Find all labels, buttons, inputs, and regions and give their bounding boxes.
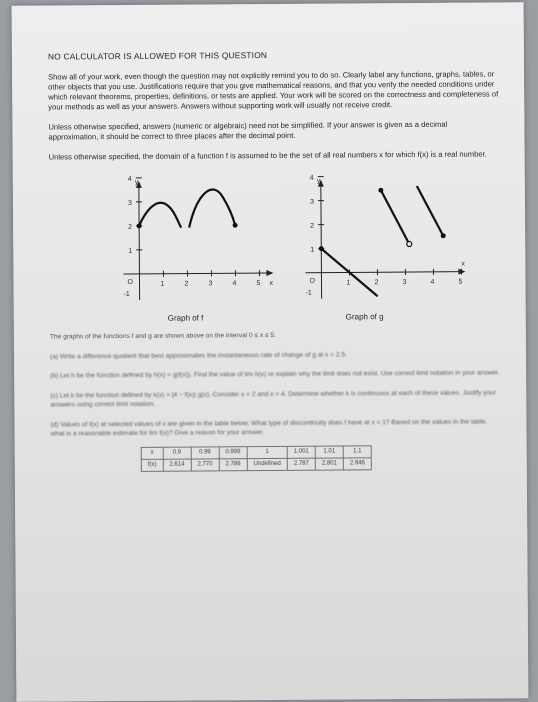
table-cell: 2.770 bbox=[191, 459, 219, 471]
table-cell: 2.786 bbox=[219, 459, 247, 471]
table-row bbox=[141, 458, 371, 472]
f-x-tick-4: 4 bbox=[232, 280, 236, 287]
graph-f-caption: Graph of f bbox=[168, 314, 204, 325]
g-x-label: x bbox=[461, 261, 465, 268]
table-cell: 1.001 bbox=[287, 446, 315, 458]
g-y-label: y bbox=[317, 178, 321, 185]
f-origin-label: O bbox=[127, 279, 133, 286]
table-header-x: x bbox=[141, 447, 163, 459]
part-a: (a) Write a difference quotient that best approximates the instantaneous rate of change of g at x = 2.5. bbox=[50, 349, 500, 362]
worksheet-content bbox=[48, 48, 501, 472]
no-calculator-heading: NO CALCULATOR IS ALLOWED FOR THIS QUESTION bbox=[48, 48, 498, 62]
table-cell: 2.787 bbox=[287, 458, 315, 470]
g-start-point bbox=[319, 246, 324, 251]
part-c: (c) Let k be the function defined by k(x) = |4 − f(x)| g(x). Consider x = 2 and x = 4. Determine whether k is continuous at each of these values. Justify your answers using correct limit notation. bbox=[50, 388, 500, 410]
f-x-axis bbox=[123, 273, 269, 274]
table-cell: 2.614 bbox=[163, 459, 191, 471]
part-b: (b) Let h be the function defined by h(x) = g(f(x)). Find the value of lim h(x) or explain why the limit does not exist. Use correct limit notation in your answer. bbox=[50, 369, 500, 382]
table-header-fx: f(x) bbox=[141, 459, 163, 471]
graphs-intro: The graphs of the functions f and g are shown above on the interval 0 ≤ x ≤ 5. bbox=[50, 330, 500, 343]
table-cell: 0.999 bbox=[219, 447, 247, 459]
instructions-answers-paragraph: Unless otherwise specified, answers (numeric or algebraic) need not be simplified. If your answer is given as a decimal approximation, it should be correct to three places after the decimal point. bbox=[48, 120, 498, 143]
g-middle-start-point bbox=[378, 188, 383, 193]
f-y-axis bbox=[139, 186, 140, 300]
table-cell: 1.1 bbox=[343, 446, 371, 458]
f-y-tick-4: 4 bbox=[128, 176, 132, 183]
f-ticks bbox=[136, 177, 260, 277]
f-curve-right bbox=[189, 190, 235, 228]
g-segment-middle bbox=[381, 190, 409, 244]
values-table bbox=[141, 445, 372, 472]
g-neg-y-tick: -1 bbox=[306, 290, 312, 297]
f-x-label: x bbox=[269, 280, 273, 287]
graphs-area bbox=[49, 170, 500, 323]
f-start-point bbox=[137, 224, 142, 229]
g-y-tick-4: 4 bbox=[310, 175, 314, 182]
f-x-axis-arrow-icon bbox=[266, 270, 273, 276]
f-neg-y-tick: -1 bbox=[124, 291, 130, 298]
table-cell: 1 bbox=[247, 446, 287, 458]
graph-of-g bbox=[301, 170, 472, 311]
f-curve-left bbox=[139, 203, 181, 228]
table-cell: Undefined bbox=[247, 458, 287, 470]
graph-g-caption: Graph of g bbox=[346, 312, 384, 323]
g-x-tick-4: 4 bbox=[430, 279, 434, 286]
f-y-label: y bbox=[135, 179, 139, 186]
g-x-tick-2: 2 bbox=[374, 279, 378, 286]
g-ticks bbox=[318, 176, 462, 276]
g-segment-right bbox=[417, 186, 443, 236]
g-y-tick-3: 3 bbox=[310, 199, 314, 206]
g-x-tick-3: 3 bbox=[402, 279, 406, 286]
g-y-tick-1: 1 bbox=[310, 247, 314, 254]
instructions-work-paragraph: Show all of your work, even though the question may not explicitly remind you to do so. Clearly label any functions, graphs, tables, or other objects that you use. Justifications require that you give mathematical reasons, and that you verify the needed conditions under which relevant theorems, properties, definitions, or tests are applied. Your work will be scored on the correctness and completeness of your methods as well as your answers. Answers without supporting work will usually not receive credit. bbox=[48, 69, 498, 112]
f-y-tick-3: 3 bbox=[128, 200, 132, 207]
table-cell: 2.946 bbox=[343, 458, 371, 470]
f-y-tick-2: 2 bbox=[128, 224, 132, 231]
g-open-point bbox=[407, 242, 412, 247]
g-x-axis bbox=[305, 272, 461, 273]
g-end-point bbox=[441, 233, 446, 238]
f-x-tick-2: 2 bbox=[185, 281, 189, 288]
g-origin-label: O bbox=[309, 278, 315, 285]
worksheet-page bbox=[12, 2, 529, 702]
part-d: (d) Values of f(x) at selected values of x are given in the table below. What type of discontinuity does f have at x = 1? Based on the values in the table, what is a reasonable estimate for lim f(x)? Give a reason for your answer. bbox=[50, 417, 500, 439]
f-y-tick-1: 1 bbox=[128, 248, 132, 255]
table-cell: 2.801 bbox=[315, 458, 343, 470]
g-y-tick-2: 2 bbox=[310, 223, 314, 230]
g-x-tick-5: 5 bbox=[458, 279, 462, 286]
table-cell: 0.99 bbox=[191, 447, 219, 459]
table-cell: 0.9 bbox=[163, 447, 191, 459]
g-y-axis bbox=[321, 185, 322, 299]
instructions-domain-paragraph: Unless otherwise specified, the domain of a function f is assumed to be the set of all real numbers x for which f(x) is a real number. bbox=[49, 150, 499, 163]
g-x-tick-1: 1 bbox=[346, 280, 350, 287]
table-cell: 1.01 bbox=[315, 446, 343, 458]
f-end-point bbox=[233, 223, 238, 228]
f-x-tick-1: 1 bbox=[161, 281, 165, 288]
graph-of-f bbox=[119, 171, 280, 312]
f-x-tick-3: 3 bbox=[209, 281, 213, 288]
f-x-tick-5: 5 bbox=[256, 280, 260, 287]
